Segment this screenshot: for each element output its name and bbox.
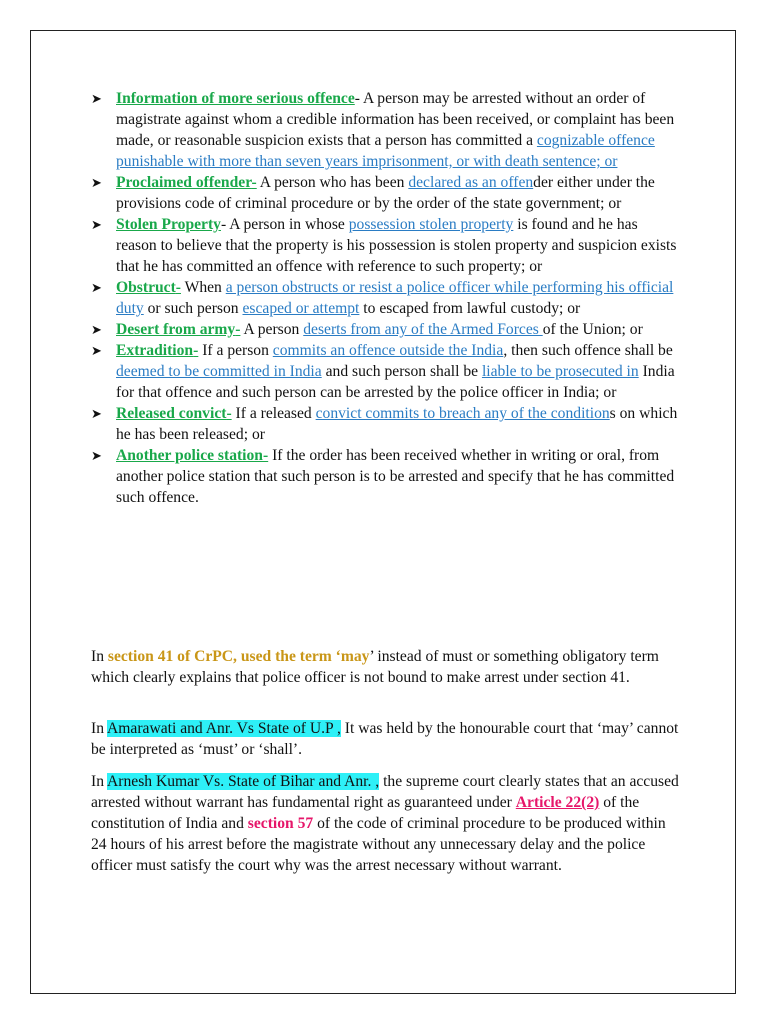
arrow-bullet-icon: ➤	[91, 343, 102, 358]
bullet-text: India for that offence and such person can be arrested by the police officer in India; or	[116, 363, 675, 401]
bullet-term-dash: -	[226, 405, 232, 422]
article-22-reference: Article 22(2)	[515, 794, 600, 811]
para-text: In	[91, 720, 108, 737]
bullet-text: to escaped from lawful custody; or	[359, 300, 581, 317]
bullet-text: of the Union; or	[542, 321, 643, 338]
arrow-bullet-icon: ➤	[91, 91, 102, 106]
list-item	[91, 214, 681, 277]
list-item	[91, 319, 681, 340]
arrow-bullet-icon: ➤	[91, 175, 102, 190]
para-text: ’ instead of must or something obligatory term which clearly explains that police officer is not bound to make arrest under section 41.	[91, 648, 659, 686]
highlighted-case-name: Arnesh Kumar Vs. State of Bihar and Anr. ,	[107, 773, 380, 790]
list-item	[91, 445, 681, 508]
bullet-term: Stolen Property	[116, 216, 221, 233]
hyperlink[interactable]: convict commits to breach any of the condition	[315, 405, 610, 422]
para-text: In	[91, 773, 108, 790]
bullet-text: When	[180, 279, 226, 296]
section-57-reference: section 57	[247, 815, 314, 832]
bullet-term: Extradition	[116, 342, 194, 359]
bullet-term: Another police station	[116, 447, 263, 464]
hyperlink[interactable]: liable to be prosecuted in	[481, 363, 639, 380]
list-item	[91, 277, 681, 319]
arnesh-kumar-paragraph	[91, 771, 681, 876]
hyperlink[interactable]: deserts from any of the Armed Forces	[303, 321, 543, 338]
bullet-text: , then such offence shall be	[503, 342, 673, 359]
hyperlink[interactable]: commits an offence outside the India	[272, 342, 504, 359]
arrow-bullet-icon: ➤	[91, 322, 102, 337]
hyperlink[interactable]: deemed to be committed in India	[116, 363, 322, 380]
section-41-reference: section 41 of CrPC, used the term ‘may	[107, 648, 370, 665]
bullet-text: is found and he has reason to believe that the property is his possession is stolen property and suspicion exists that he has committed an offence with reference to such property; or	[116, 216, 677, 275]
bullet-term: Proclaimed offender	[116, 174, 252, 191]
bullet-text: - A person may be arrested without an order of magistrate against whom a credible information has been received, or complaint has been made, or reasonable suspicion exists that a person has committed a	[116, 90, 675, 149]
hyperlink[interactable]: cognizable offence punishable with more than seven years imprisonment, or with death sentence; or	[116, 132, 655, 170]
bullet-text: A person	[240, 321, 304, 338]
arrow-bullet-icon: ➤	[91, 448, 102, 463]
hyperlink[interactable]: a person obstructs or resist a police officer while performing his official duty	[116, 279, 674, 317]
bullet-text: If the order has been received whether in writing or oral, from another police station that such person is to be arrested and specify that he has committed such offence.	[116, 447, 675, 506]
document-page	[30, 30, 736, 994]
hyperlink[interactable]: escaped or attempt	[242, 300, 360, 317]
bullet-text: der either under the provisions code of criminal procedure or by the order of the state government; or	[116, 174, 655, 212]
para-text: of the code of criminal procedure to be produced within 24 hours of his arrest before the magistrate without any unnecessary delay and the police officer must satisfy the court why was the arrest necessary without warrant.	[91, 815, 666, 874]
list-item	[91, 403, 681, 445]
bullet-term: Released convict	[116, 405, 227, 422]
bullet-text: and such person shall be	[321, 363, 482, 380]
bullet-text: or such person	[143, 300, 243, 317]
arrow-bullet-icon: ➤	[91, 217, 102, 232]
bullet-text: A person who has been	[256, 174, 409, 191]
list-item	[91, 172, 681, 214]
bullet-term: Desert from army	[116, 321, 236, 338]
amarawati-paragraph	[91, 718, 681, 760]
bullet-text: - A person in whose	[220, 216, 349, 233]
section-41-paragraph	[91, 646, 681, 688]
para-text: It was held by the honourable court that ‘may’ cannot be interpreted as ‘must’ or ‘shall’.	[91, 720, 679, 758]
para-text: In	[91, 648, 108, 665]
para-text: of the constitution of India and	[91, 794, 640, 832]
bullet-term: Information of more serious offence	[116, 90, 355, 107]
bullet-text: s on which he has been released; or	[116, 405, 678, 443]
bullet-text: If a person	[198, 342, 273, 359]
highlighted-case-name: Amarawati and Anr. Vs State of U.P ,	[107, 720, 341, 737]
hyperlink[interactable]: possession stolen property	[348, 216, 514, 233]
arrow-bullet-icon: ➤	[91, 406, 102, 421]
list-item	[91, 88, 681, 172]
bullet-term-dash: -	[262, 447, 269, 464]
list-item	[91, 340, 681, 403]
para-text: the supreme court clearly states that an accused arrested without warrant has fundamental right as guaranteed under	[91, 773, 679, 811]
bullet-term-dash: -	[193, 342, 199, 359]
bullet-term-dash: -	[175, 279, 181, 296]
grounds-of-arrest-list	[91, 88, 681, 508]
hyperlink[interactable]: declared as an offen	[408, 174, 534, 191]
arrow-bullet-icon: ➤	[91, 280, 102, 295]
bullet-text: If a released	[231, 405, 316, 422]
bullet-term: Obstruct	[116, 279, 176, 296]
bullet-term-dash: -	[251, 174, 257, 191]
bullet-term-dash: -	[235, 321, 241, 338]
